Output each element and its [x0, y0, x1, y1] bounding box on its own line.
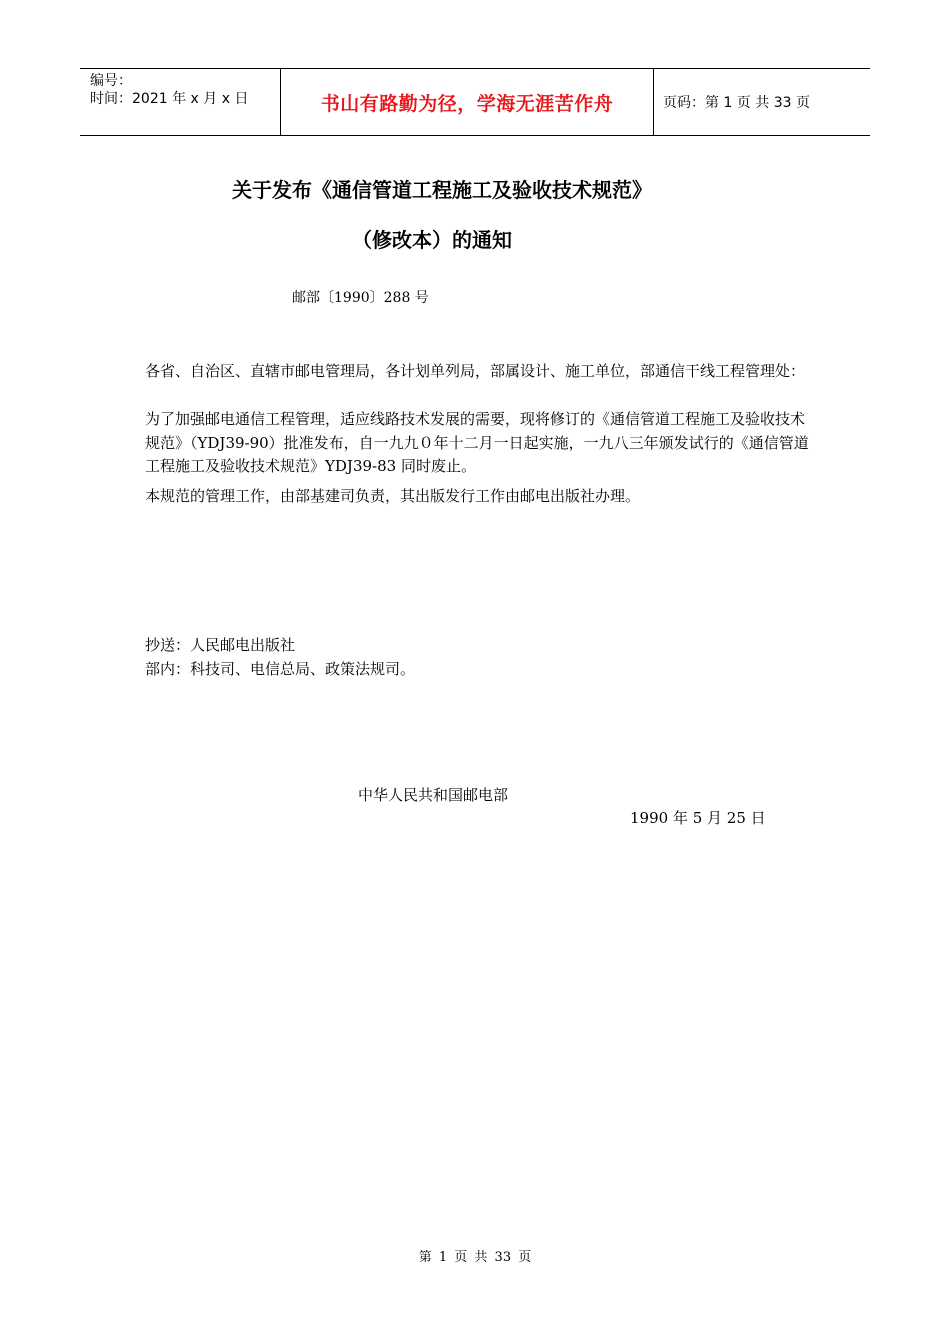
document-title-line1: 关于发布《通信管道工程施工及验收技术规范》 [232, 178, 652, 202]
body-paragraph-1: 为了加强邮电通信工程管理，适应线路技术发展的需要，现将修订的《通信管道工程施工及验收技术规范》（YDJ39-90）批准发布，自一九九０年十二月一日起实施，一九八三年颁发试行的《通信管道工程施工及验收技术规范》YDJ39-83 同时废止。 [145, 410, 809, 475]
page-footer: 第 1 页 共 33 页 [418, 1250, 532, 1265]
time-label: 时间：2021 年 x 月 x 日 [90, 91, 249, 107]
header-meta-cell [80, 69, 281, 135]
body-paragraph-2: 本规范的管理工作，由部基建司负责，其出版发行工作由邮电出版社办理。 [145, 487, 641, 505]
addressees-paragraph: 各省、自治区、直辖市邮电管理局，各计划单列局，部属设计、施工单位，部通信干线工程管理处： [145, 362, 806, 380]
document-title-line2: （修改本）的通知 [352, 228, 512, 252]
cc-line-2: 部内：科技司、电信总局、政策法规司。 [145, 659, 416, 678]
header-table [80, 68, 870, 136]
serial-number-label: 编号： [90, 73, 132, 89]
motto-text: 书山有路勤为径，学海无涯苦作舟 [320, 92, 614, 115]
cc-block [145, 634, 415, 681]
header-page-cell [654, 69, 870, 135]
header-motto-cell [281, 69, 654, 135]
issue-date: 1990 年 5 月 25 日 [630, 809, 766, 827]
issuer-name: 中华人民共和国邮电部 [358, 786, 509, 804]
cc-line-1: 抄送：人民邮电出版社 [145, 636, 296, 654]
document-number: 邮部〔1990〕288 号 [292, 290, 429, 306]
page-info: 页码：第 1 页 共 33 页 [663, 95, 810, 111]
